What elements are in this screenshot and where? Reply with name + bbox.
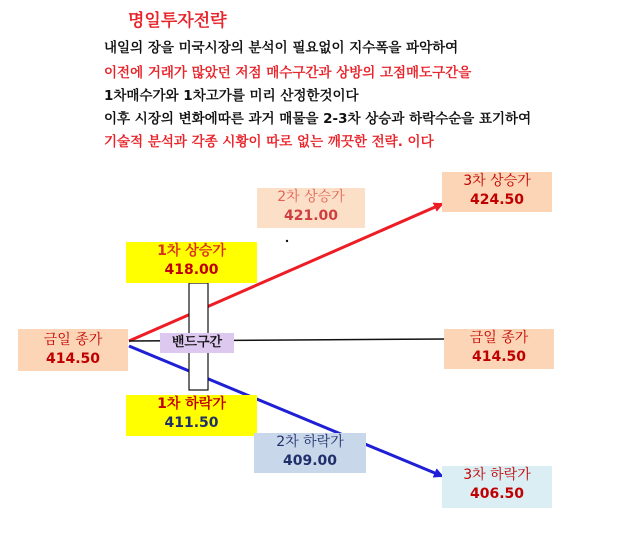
node-prev-close-right xyxy=(444,329,554,369)
dot-marker xyxy=(286,240,288,242)
node-label: 2차 하락가 xyxy=(276,434,344,450)
node-value: 421.00 xyxy=(283,208,339,224)
node-label: 2차 상승가 xyxy=(277,189,345,205)
node-value: 424.50 xyxy=(469,192,525,208)
band-label: 밴드구간 xyxy=(160,333,234,353)
node-label: 3차 하락가 xyxy=(463,467,531,483)
node-value: 411.50 xyxy=(164,415,219,431)
node-label: 1차 상승가 xyxy=(157,243,226,259)
description-line-5: 기술적 분석과 각종 시황이 따로 없는 깨끗한 전략. 이다 xyxy=(104,134,434,150)
node-fall-1 xyxy=(126,395,257,436)
node-rise-3 xyxy=(442,172,552,212)
node-label: 금일 종가 xyxy=(469,330,529,346)
node-value: 414.50 xyxy=(45,351,101,367)
node-label: 1차 하락가 xyxy=(157,396,226,412)
description-line-2: 이전에 거래가 많았던 저점 매수구간과 상방의 고점매도구간을 xyxy=(104,65,472,81)
node-label: 금일 종가 xyxy=(43,332,103,348)
page-title: 명일투자전략 xyxy=(128,11,227,31)
node-value: 418.00 xyxy=(164,262,219,278)
description-line-3: 1차매수가와 1차고가를 미리 산정한것이다 xyxy=(104,88,359,104)
node-value: 406.50 xyxy=(469,486,525,502)
node-value: 414.50 xyxy=(471,349,527,365)
node-rise-1 xyxy=(126,242,257,283)
description-line-1: 내일의 장을 미국시장의 분석이 필요없이 지수폭을 파악하여 xyxy=(104,40,459,56)
node-prev-close-left xyxy=(18,329,128,371)
node-value: 409.00 xyxy=(282,453,338,469)
node-fall-3 xyxy=(442,466,552,508)
node-fall-2 xyxy=(254,433,366,473)
node-rise-2 xyxy=(257,188,365,228)
description-line-4: 이후 시장의 변화에따른 과거 매물을 2-3차 상승과 하락수순을 표기하여 xyxy=(104,111,532,127)
node-label: 3차 상승가 xyxy=(463,173,531,189)
